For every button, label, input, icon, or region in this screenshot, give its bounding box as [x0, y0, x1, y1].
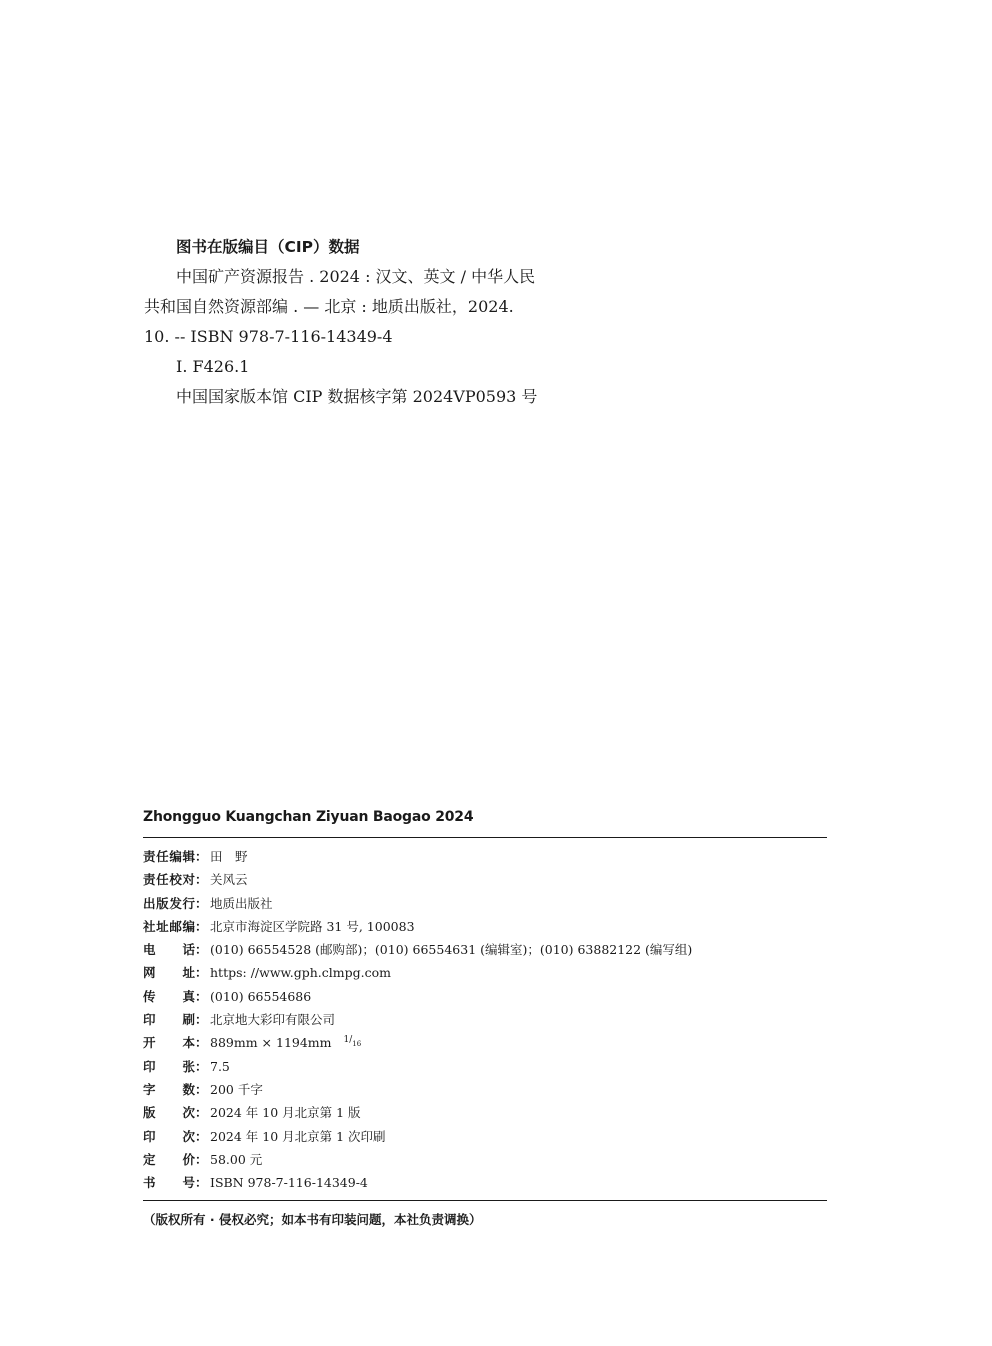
label-char: 址	[182, 965, 195, 981]
colophon-value: 地质出版社	[210, 895, 273, 911]
colophon-row	[143, 1171, 827, 1194]
label-char: 编	[182, 918, 195, 934]
colophon-label	[143, 915, 208, 938]
bottom-divider	[143, 1200, 827, 1201]
label-colon: ：	[195, 1058, 208, 1074]
colophon-label	[143, 1031, 208, 1054]
label-char: 版	[156, 895, 169, 911]
label-colon: ：	[195, 965, 208, 981]
label-colon: ：	[195, 872, 208, 888]
label-char: 校	[169, 872, 182, 888]
label-char: 话	[182, 942, 195, 958]
label-char: 任	[156, 849, 169, 864]
colophon-label	[143, 1148, 208, 1171]
colophon-row	[143, 1031, 827, 1054]
label-char: 数	[182, 1081, 195, 1097]
label-colon: ：	[195, 895, 208, 911]
fraction-numerator: 1	[343, 1035, 350, 1046]
label-char: 对	[182, 872, 195, 888]
label-char: 印	[143, 1128, 156, 1144]
label-char: 版	[143, 1105, 156, 1121]
colophon-label	[143, 961, 208, 984]
colophon-label	[143, 1055, 208, 1078]
colophon-value: 北京市海淀区学院路 31 号, 100083	[210, 918, 415, 934]
label-char: 址	[156, 918, 169, 934]
cip-line-classification: Ⅰ. F426.1	[176, 357, 250, 376]
label-char: 印	[143, 1012, 156, 1028]
colophon-row	[143, 1101, 827, 1124]
label-colon: ：	[195, 1105, 208, 1121]
colophon-label	[143, 1078, 208, 1101]
cip-block	[144, 232, 564, 412]
colophon-value: 北京地大彩印有限公司	[210, 1012, 336, 1028]
label-char: 本	[182, 1035, 195, 1051]
fraction-denominator: 16	[352, 1040, 362, 1049]
label-colon: ：	[195, 1175, 208, 1191]
colophon-label	[143, 1125, 208, 1148]
colophon-value: 2024 年 10 月北京第 1 次印刷	[210, 1128, 386, 1144]
label-char: 任	[156, 872, 169, 888]
colophon-row	[143, 915, 827, 938]
cip-line-title: 中国矿产资源报告 . 2024 : 汉文、英文 / 中华人民	[176, 267, 536, 286]
label-colon: ：	[195, 1151, 208, 1167]
colophon-value: 7.5	[210, 1058, 230, 1074]
colophon-value: 200 千字	[210, 1081, 263, 1097]
colophon-label	[143, 985, 208, 1008]
label-char: 次	[182, 1105, 195, 1121]
colophon-value: 田 野	[210, 849, 248, 864]
colophon-row	[143, 1008, 827, 1031]
cip-line-record-number: 中国国家版本馆 CIP 数据核字第 2024VP0593 号	[176, 387, 538, 406]
label-char: 行	[182, 895, 195, 911]
label-char: 字	[143, 1081, 156, 1097]
label-char: 开	[143, 1035, 156, 1051]
label-colon: ：	[195, 1081, 208, 1097]
colophon-row	[143, 1055, 827, 1078]
colophon-row	[143, 868, 827, 891]
label-colon: ：	[195, 1012, 208, 1028]
colophon-label	[143, 1171, 208, 1194]
colophon-value: ISBN 978-7-116-14349-4	[210, 1175, 368, 1191]
colophon-value: 58.00 元	[210, 1151, 263, 1167]
colophon-value: 关风云	[210, 872, 248, 888]
colophon	[143, 845, 827, 1194]
colophon-value: (010) 66554528 (邮购部)；(010) 66554631 (编辑室)；(010) 63882122 (编写组)	[210, 942, 693, 958]
label-colon: ：	[195, 1128, 208, 1144]
colophon-row	[143, 961, 827, 984]
label-char: 张	[182, 1058, 195, 1074]
colophon-value: 889mm × 1194mm	[210, 1035, 332, 1051]
colophon-row	[143, 1125, 827, 1148]
label-char: 社	[143, 918, 156, 934]
label-char: 印	[143, 1058, 156, 1074]
colophon-row	[143, 892, 827, 915]
cip-line-publisher: 共和国自然资源部编 . — 北京 : 地质出版社，2024.	[144, 297, 514, 316]
colophon-label	[143, 1101, 208, 1124]
label-char: 辑	[182, 849, 195, 864]
label-char: 定	[143, 1151, 156, 1167]
label-char: 书	[143, 1175, 156, 1191]
top-divider	[143, 837, 827, 838]
cip-line-isbn: 10. -- ISBN 978-7-116-14349-4	[144, 327, 393, 346]
label-colon: ：	[195, 1035, 208, 1051]
colophon-row	[143, 1078, 827, 1101]
colophon-value: 2024 年 10 月北京第 1 版	[210, 1105, 361, 1121]
format-fraction: $1/_{16}$	[343, 1035, 362, 1049]
colophon-row	[143, 985, 827, 1008]
colophon-row	[143, 1148, 827, 1171]
colophon-label	[143, 845, 208, 868]
label-colon: ：	[195, 988, 208, 1004]
colophon-row	[143, 938, 827, 961]
label-char: 编	[169, 849, 182, 864]
label-char: 发	[169, 895, 182, 911]
label-char: 邮	[169, 918, 182, 934]
label-char: 价	[182, 1151, 195, 1167]
label-colon: ：	[195, 849, 208, 864]
label-char: 出	[143, 895, 156, 911]
colophon-value: (010) 66554686	[210, 988, 312, 1004]
label-char: 电	[143, 942, 156, 958]
colophon-value: https: //www.gph.clmpg.com	[210, 965, 391, 981]
label-char: 责	[143, 849, 156, 864]
colophon-label	[143, 938, 208, 961]
label-char: 号	[182, 1175, 195, 1191]
label-colon: ：	[195, 918, 208, 934]
cip-heading: 图书在版编目（CIP）数据	[176, 238, 360, 256]
label-char: 刷	[182, 1012, 195, 1028]
label-char: 真	[182, 988, 195, 1004]
rights-notice: （版权所有 · 侵权必究；如本书有印装问题，本社负责调换）	[143, 1212, 482, 1227]
colophon-label	[143, 868, 208, 891]
label-char: 网	[143, 965, 156, 981]
label-colon: ：	[195, 942, 208, 958]
colophon-label	[143, 892, 208, 915]
label-char: 传	[143, 988, 156, 1004]
label-char: 责	[143, 872, 156, 888]
pinyin-title: Zhongguo Kuangchan Ziyuan Baogao 2024	[143, 809, 474, 825]
colophon-label	[143, 1008, 208, 1031]
label-char: 次	[182, 1128, 195, 1144]
colophon-row	[143, 845, 827, 868]
